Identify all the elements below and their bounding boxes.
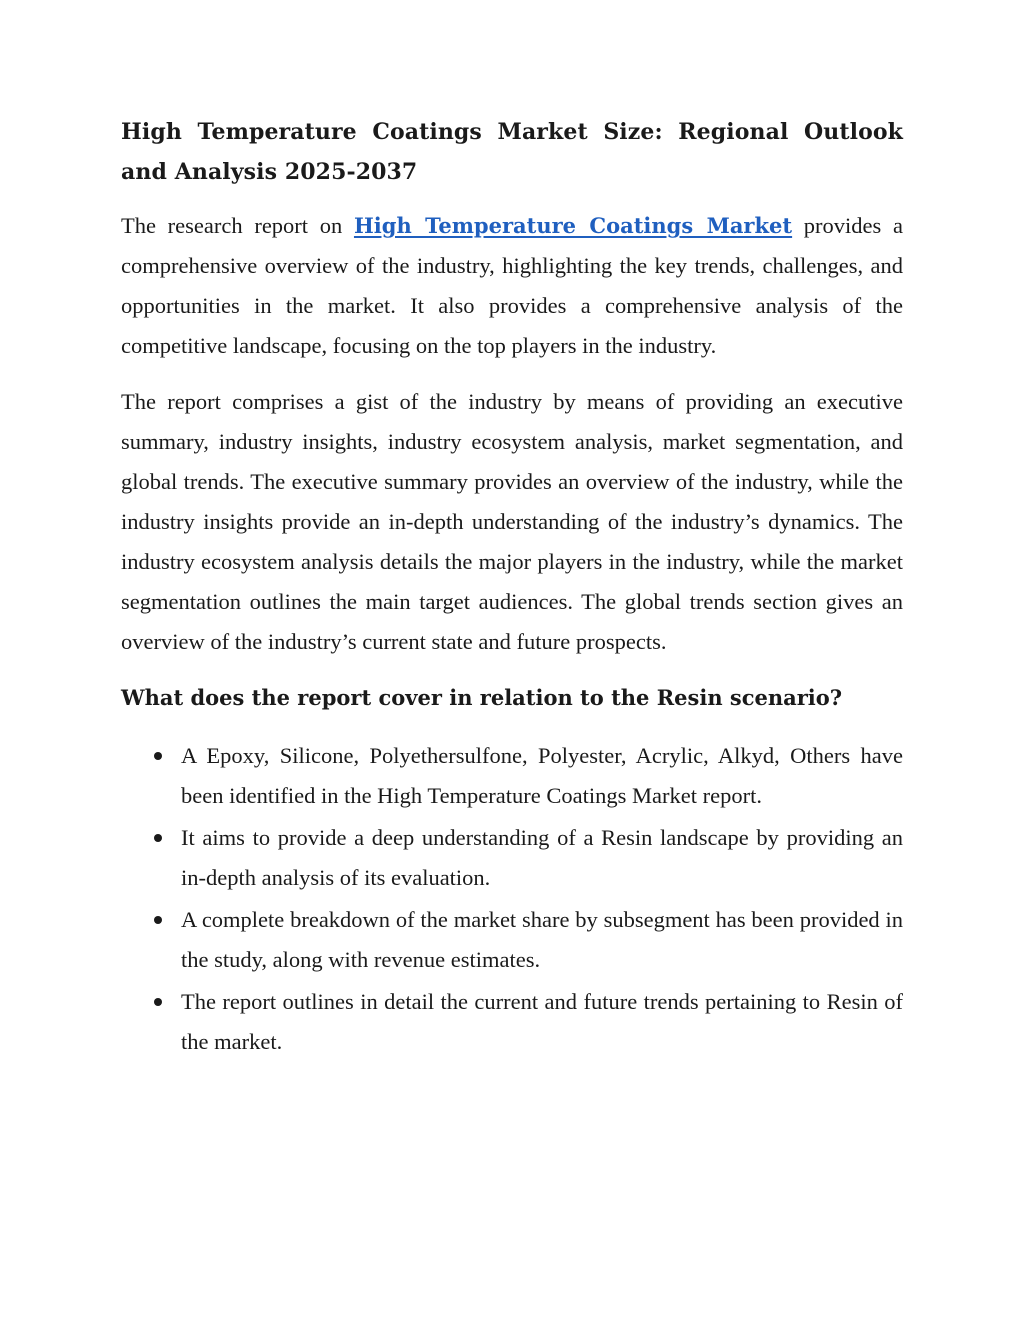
document-page [121, 112, 903, 1064]
intro-paragraph [121, 206, 903, 366]
list-item [121, 818, 903, 898]
bullet-list [121, 736, 903, 1062]
summary-paragraph: The report comprises a gist of the industry by means of providing an executive summary, industry insights, industry ecosystem analysis, market segmentation, and global trends. The executive summary provides an overview of the industry, while the industry insights provide an in-depth understanding of the industry’s dynamics. The industry ecosystem analysis details the major players in the industry, while the market segmentation outlines the main target audiences. The global trends section gives an overview of the industry’s current state and future prospects. [121, 389, 903, 654]
market-report-link[interactable]: High Temperature Coatings Market [353, 213, 793, 238]
list-item-text: A complete breakdown of the market share by subsegment has been provided in the study, along with revenue estimates. [181, 907, 903, 972]
list-item [121, 900, 903, 980]
list-item-text: It aims to provide a deep understanding of a Resin landscape by providing an in-depth analysis of its evaluation. [181, 825, 903, 890]
intro-text-after-link: provides a comprehensive overview of the industry, highlighting the key trends, challenges, and opportunities in the market. It also provides a comprehensive analysis of the competitive landscape, focusing on the top players in the industry. [121, 213, 903, 358]
bullet-icon [154, 916, 162, 924]
bullet-icon [154, 998, 162, 1006]
list-item [121, 982, 903, 1062]
list-item [121, 736, 903, 816]
document-title: High Temperature Coatings Market Size: Regional Outlook and Analysis 2025-2037 [121, 119, 903, 185]
section-heading: What does the report cover in relation to the Resin scenario? [121, 685, 843, 710]
bullet-icon [154, 752, 162, 760]
intro-text-before-link: The research report on [121, 213, 354, 238]
list-item-text: The report outlines in detail the current and future trends pertaining to Resin of the market. [181, 989, 903, 1054]
list-item-text: A Epoxy, Silicone, Polyethersulfone, Polyester, Acrylic, Alkyd, Others have been identified in the High Temperature Coatings Market report. [181, 743, 903, 808]
bullet-icon [154, 834, 162, 842]
